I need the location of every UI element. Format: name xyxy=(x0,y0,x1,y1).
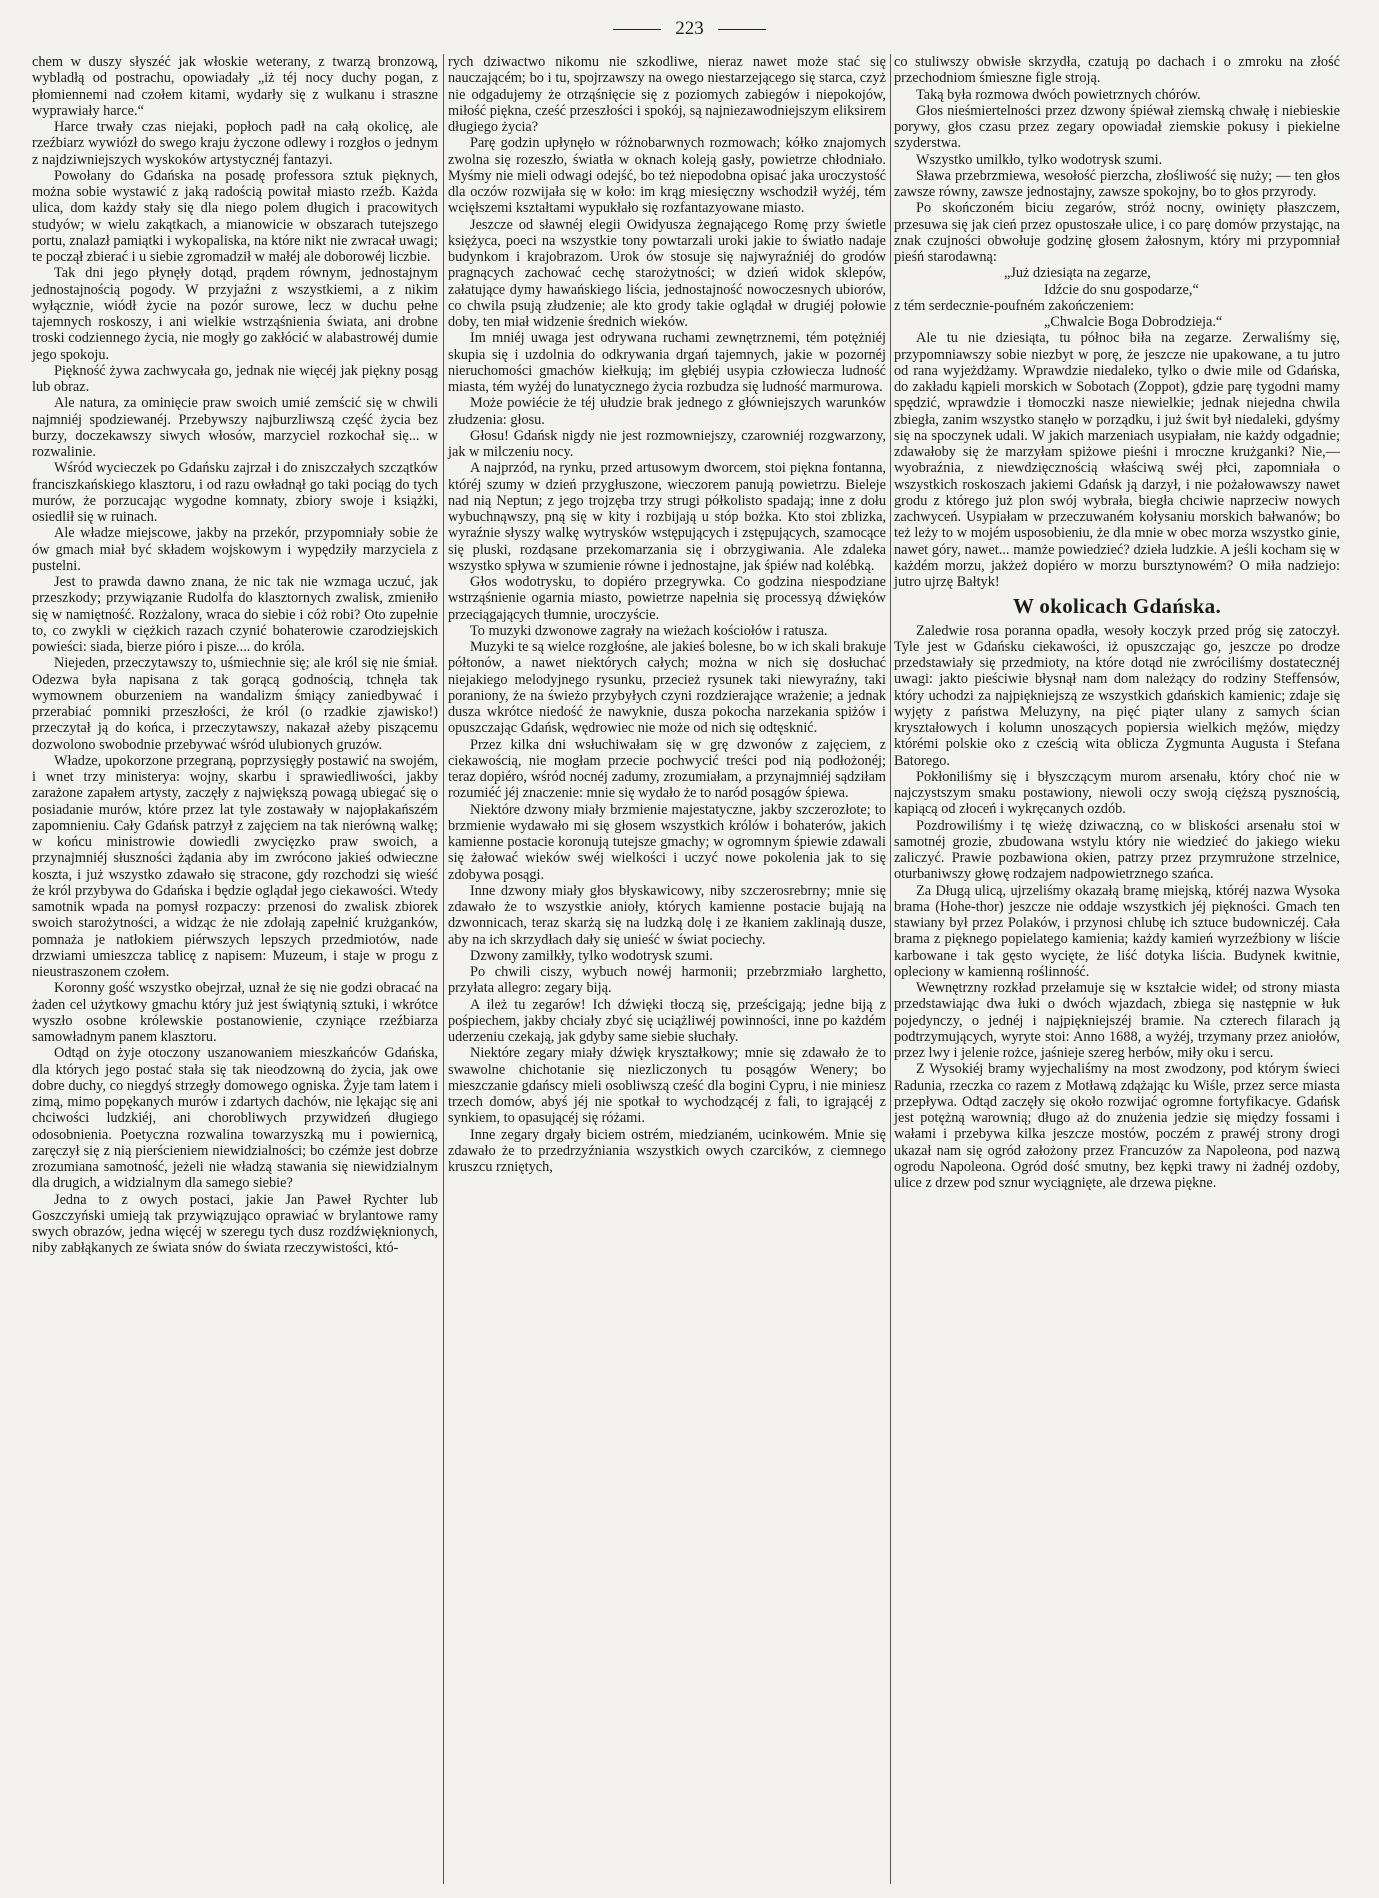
paragraph: Piękność żywa zachwycała go, jednak nie więcéj jak piękny posąg lub obraz. xyxy=(32,362,438,395)
paragraph: Może powiécie że téj ułudzie brak jednego z główniejszych warunków złudzenia: głosu. xyxy=(448,395,886,428)
column-2 xyxy=(448,54,886,1175)
dash-divider xyxy=(613,29,661,30)
paragraph: Pokłoniliśmy się i błyszczącym murom arsenału, który choć nie w najczystszym smaku postawiony, niewoli oczy swoją cięższą pysznością, kapiącą od złoceń i wykręcanych ozdób. xyxy=(894,768,1340,818)
paragraph: Im mniéj uwaga jest odrywana ruchami zewnętrznemi, tém potężniéj skupia się i uzdolnia do odkrywania drgań tajemnych, jakie w pozornéj nieruchomości gmachów kiełkują; im głębiéj usypia człowiecza ludność miasta, tém wyżéj do lunatycznego życia rozbudza się ludność marmurowa. xyxy=(448,330,886,395)
verse-line: Idźcie do snu gospodarze,“ xyxy=(1044,281,1199,298)
paragraph: Sława przebrzmiewa, wesołość pierzcha, złośliwość się nuży; — ten głos zawsze równy, zawsze jednostajny, zawsze spokojny, bo to głos przyrody. xyxy=(894,167,1340,200)
paragraph: Koronny gość wszystko obejrzał, uznał że się nie godzi obracać na żaden cel użytkowy gmachu który już jest świątynią sztuki, i wkrótce wyszło osobne królewskie postanowienie, czyniące rzeźbiarza samowładnym panem klasztoru. xyxy=(32,980,438,1045)
page-number xyxy=(0,18,1379,40)
paragraph: Powołany do Gdańska na posadę professora sztuk pięknych, można sobie wystawić z jaką radością powitał miasto rzeźb. Każda ulica, dom każdy stały się dla niego polem długich i pracowitych studyów; w wielu zakątkach, a mianowicie w obszarach tutejszego portu, znalazł pamiątki i wykopaliska, na które nikt nie zwracał uwagi; te począł zbierać i u siebie zgromadził w małéj ale doborowéj liczbie. xyxy=(32,167,438,265)
section-heading: W okolicach Gdańska. xyxy=(1012,594,1222,619)
paragraph: Jest to prawda dawno znana, że nic tak nie wzmaga uczuć, jak przeszkody; przywiązanie Rudolfa do klasztornych zwalisk, zmieniło się w namiętność. Rozżalony, wraca do siebie i cóż robi? Oto zupełnie to, co zwykli w ciężkich razach czynić bohaterowie czarodziejskich powieści: siada, bierze pióro i pisze.... do króla. xyxy=(32,574,438,655)
paragraph: Odtąd on żyje otoczony uszanowaniem mieszkańców Gdańska, dla których jego postać stała się tak nieodzowną do życia, jak owe dobre duchy, co niegdyś strzegły domowego ogniska. Żyje tam latem i zimą, mimo popękanych murów i zdartych dachów, nie lękając się ani chciwości ludzkiéj, ani chorobliwych przywidzeń długiego odosobnienia. Poetyczna rozwalina towarzyszką mu i powiernicą, zaręczył się z nią pierścieniem niewidzialności; bo czémże jest dobrze zrozumiana samotność, jeżeli nie władzą stawania się niewidzialnym dla drugich, a widzialnym dla samego siebie? xyxy=(32,1045,438,1192)
paragraph: Ale natura, za ominięcie praw swoich umié zemścić się w chwili najmniéj spodziewanéj. Przebywszy najburzliwszą część życia bez burzy, doczekawszy siwych włosów, marzyciel rozkochał się... w rozwalinie. xyxy=(32,395,438,460)
paragraph: Głos wodotrysku, to dopiéro przegrywka. Co godzina niespodziane wstrząśnienie ogarnia miasto, powietrze napełnia się processyą dźwięków przeciągających tłumnie, uroczyście. xyxy=(448,574,886,623)
paragraph: rych dziwactwo nikomu nie szkodliwe, nieraz nawet może stać się nauczającém; bo i tu, spojrzawszy na owego niestarzejącego się starca, czyż nie odgadujemy że otrząśnięcie się z poziomych zabiegów i niepokojów, miłość piękna, cześć przeszłości i spokój, są najniezawodniejszym eliksirem długiego życia? xyxy=(448,54,886,135)
column-divider xyxy=(443,54,444,1884)
paragraph: Władze, upokorzone przegraną, poprzysięgły postawić na swojém, i wnet trzy ministerya: wojny, skarbu i sprawiedliwości, jakby zarażone zapałem artysty, zaczęły z największą powagą ubiegać się o posiadanie murów, które przez lat tyle zostawały w najopłakańszém zapomnieniu. Cały Gdańsk patrzył z zajęciem na tak nierówną walkę; w końcu ministrowie dowiedli zwycięzko praw swoich, a przynajmniéj słuszności żądania aby im zwrócono jakieś odwieczne koszta, i już wszystko zdawało się stracone, gdy rozchodzi się wieść że król przybywa do Gdańska i będzie oglądał jego ciekawości. Wtedy samotnik wpada na pomysł rozpaczy: przenosi do zwalisk zbiorek swoich starożytności, a widząc że nie zdołają zapełnić krużganków, pomnaża je natłokiem piérwszych lepszych przedmiotów, nade drzwiami umieszcza tablicę z napisem: Muzeum, i staje w progu z nieustraszonem czołem. xyxy=(32,752,438,980)
paragraph: Zaledwie rosa poranna opadła, wesoły koczyk przed próg się zatoczył. Tyle jest w Gdańsku ciekawości, iż opuszczając go, jeszcze po drodze przedstawiały się przedmioty, na które dotąd nie zwróciliśmy dostatecznéj uwagi: jakto pieściwie błysnął nam dom należący do rodziny Steffensów, który uchodzi za najpiękniejszą ze wszystkich gdańskich kamienic; zdaje się wyjęty z państwa Meluzyny, na pięć piąter ulany z samych ścian kryształowych i kolumn unoszących popiersia wielkich mężów, między którémi polskie oko z cześcią wita oblicza Zygmunta Augusta i Stefana Batorego. xyxy=(894,622,1340,769)
column-divider xyxy=(890,54,891,1884)
paragraph: Inne zegary drgały biciem ostrém, miedzianém, ucinkowém. Mnie się zdawało że to przedrzyźniania wszystkich owych czarcików, z ciemnego kruszcu rzniętych, xyxy=(448,1126,886,1175)
column-3 xyxy=(894,54,1340,1191)
dash-divider xyxy=(718,29,766,30)
paragraph: Niejeden, przeczytawszy to, uśmiechnie się; ale król się nie śmiał. Odezwa była napisana z tak gorącą godnością, tchnęła tak wymownem oburzeniem na wandalizm śmiący zaniedbywać i przerabiać pomniki przeszłości, że król (o rzadkie zjawisko!) przeczytał ją do końca, i przeczytawszy, nakazał ażeby piszącemu dozwolono swobodnie przebywać wśród ulubionych gruzów. xyxy=(32,655,438,753)
paragraph: Ale władze miejscowe, jakby na przekór, przypomniały sobie że ów gmach miał być składem wojskowym i wypędziły marzyciela z pustelni. xyxy=(32,525,438,574)
paragraph: Pozdrowiliśmy i tę wieżę dziwaczną, co w bliskości arsenału stoi w samotnéj grozie, zbudowana wstylu który nie wiedzieć do jakiego wieku zaliczyć. Prawie pozbawiona okien, patrzy przez przymrużone strzelnice, oturbaniwszy głowę rodzajem nadpowietrznego szańca. xyxy=(894,817,1340,883)
paragraph: Harce trwały czas niejaki, popłoch padł na całą okolicę, ale rzeźbiarz wywiózł do swego kraju życzone odlewy i rozgłos o jednym z najdziwniejszych wyskoków artystycznéj fantazyi. xyxy=(32,119,438,168)
paragraph: Inne dzwony miały głos błyskawicowy, niby szczerosrebrny; mnie się zdawało że to wszystkie anioły, których kamienne postacie bujają na dzwonnicach, teraz skarżą się na ludzką dolę i ze łkaniem zaklinają dusze, aby na ich skrzydłach dały się unieść w świat pociechy. xyxy=(448,882,886,948)
paragraph: A ileż tu zegarów! Ich dźwięki tłoczą się, prześcigają; jedne biją z pośpiechem, jakby chciały zbyć się uciążliwéj powinności, inne po każdém uderzeniu czekają, jak gdyby same siebie słuchały. xyxy=(448,996,886,1045)
paragraph: z tém serdecznie-poufném zakończeniem: xyxy=(894,297,1135,314)
paragraph: Niektóre zegary miały dźwięk kryształkowy; mnie się zdawało że to swawolne chichotanie się niezliczonych tu posągów Wenery; bo mieszczanie gdańscy mieli osobliwszą cześć dla bogini Cypru, i nie miniesz trzech domów, abyś jéj nie spotkał to wychodzącéj z fali, to igrającéj z synkiem, to opasującéj się różami. xyxy=(448,1045,886,1127)
paragraph: A najprzód, na rynku, przed artusowym dworcem, stoi piękna fontanna, któréj szumy w dzień przygłuszone, wieczorem panują powietrzu. Bieleje nad nią Neptun; z jego trojzęba trzy strugi półkolisto spadają; inne z dołu wybuchnąwszy, pną się w kity i rozbijają u stóp bożka. Kto stoi zblizka, wyraźnie słyszy walkę wytrysków wstępujących i zstępujących, szamocące się pluski, rozdąsane przekomarzania się i obrzygiwania. Ale zdaleka wszystko spływa w szumienie równe i jednostajne, jak śpiéw nad kolébką. xyxy=(448,460,886,574)
page-number-text: 223 xyxy=(675,18,704,39)
paragraph: Wewnętrzny rozkład przełamuje się w kształcie wideł; od strony miasta przedstawiając dwa łuki o dwóch wjazdach, zbiega się następnie w łuk pojedynczy, o jednéj i najpiękniejszéj bramie. Na czterech filarach ją podtrzymujących, wyryte stoi: Anno 1688, a wyżéj, trzymany przez aniołów, przez lwy i jelenie rożce, jaśnieje szereg herbów, miły oku i sercu. xyxy=(894,980,1340,1061)
paragraph: Tak dni jego płynęły dotąd, prądem równym, jednostajnym jednostajnością pogody. W przyjaźni z wszystkiemi, a z nikim wyłącznie, wiódł życie na pozór surowe, lecz w duchu pełne tajemnych roskoszy, i ani wielkie wstrząśnienia świata, ani drobne troski codziennego życia, nie mogły go zakłócić w alabastrowéj dumie jego spokoju. xyxy=(32,265,438,363)
paragraph: Przez kilka dni wsłuchiwałam się w grę dzwonów z zajęciem, z ciekawością, nie mogłam przecie pochwycić treści pod nią podłożonéj; teraz dopiéro, wśród nocnéj zadumy, zrozumiałam, a przynajmniéj sądziłam rozumiéć jéj znaczenie: mnie się wydało że to naród posągów śpiewa. xyxy=(448,736,886,802)
paragraph: chem w duszy słyszéć jak włoskie weterany, z twarzą bronzową, wybladłą od postrachu, opowiadały „iż téj nocy duchy pogan, z płomiennemi nad czołem kitami, wydarły się z wulkanu i straszne wyprawiały harce.“ xyxy=(32,54,438,119)
paragraph: co stuliwszy obwisłe skrzydła, czatują po dachach i o zmroku na złość przechodniom śmieszne figle stroją. xyxy=(894,54,1340,87)
paragraph: Wśród wycieczek po Gdańsku zajrzał i do zniszczałych szczątków franciszkańskiego klasztoru, i od razu owładnął go taki pociąg do tych murów, że porzucając wygodne komnaty, zbiory swoje i książki, osiedlił się w ruinach. xyxy=(32,460,438,525)
paragraph: To muzyki dzwonowe zagrały na wieżach kościołów i ratusza. xyxy=(470,622,828,639)
paragraph: Za Długą ulicą, ujrzeliśmy okazałą bramę miejską, któréj nazwa Wysoka brama (Hohe-thor) jeszcze nie oddaje wszystkich jéj piękności. Gmach ten stawiany był przez Polaków, i przynosi chlubę ich sztuce budowniczéj. Cała brama z pięknego popielatego kamienia; każdy kamień wyrzeźbiony w liście karbowane i tak gęsto wycięte, że liść dotyka liścia. Budynek kwitnie, opleciony w kamienną roślinność. xyxy=(894,882,1340,980)
column-1 xyxy=(32,54,438,1257)
paragraph: Jedna to z owych postaci, jakie Jan Paweł Rychter lub Goszczyński umieją tak przywiązująco oprawiać w brylantowe ramy swych obrazów, jedna więcéj w szeregu tych dusz rozdźwięknionych, niby zabłąkanych ze świata snów do świata rzeczywistości, któ- xyxy=(32,1191,438,1257)
paragraph: Muzyki te są wielce rozgłośne, ale jakieś bolesne, bo w ich skali brakuje półtonów, a nawet niektórych całych; można w nich się dosłuchać niejakiego melodyjnego rysunku, przecież rysunek taki niewyraźny, taki poraniony, że na świeżo przybyłych czyni rozdzierające wrażenie; a jednak dusza wkrótce niedość że nawyknie, dusza pokocha narzekania spiżów i opuszczając Gdańsk, wędrowiec nie może od nich się odtęsknić. xyxy=(448,639,886,737)
paragraph: Taką była rozmowa dwóch powietrznych chórów. xyxy=(916,86,1201,103)
paragraph: Głosu! Gdańsk nigdy nie jest rozmowniejszy, czarowniéj rozgwarzony, jak w milczeniu nocy. xyxy=(448,427,886,460)
paragraph: Jeszcze od sławnéj elegii Owidyusza żegnającego Romę przy świetle księżyca, poeci na wszystkie tony powtarzali uroki jakie to światło nadaje budynkom i krajobrazom. Urok ów stosuje się najwyraźniéj do grodów pragnących zachować cechę starożytności; w dzień widok sklepów, załatujące dymy hawańskiego liścia, jednostajność nowoczesnych ubiorów, co chwila psują złudzenie; ale kto grody takie oglądał w drugiéj połowie doby, ten miał widzenie średnich wieków. xyxy=(448,216,886,330)
paragraph: Dzwony zamilkły, tylko wodotrysk szumi. xyxy=(470,947,713,964)
paragraph: Po chwili ciszy, wybuch nowéj harmonii; przebrzmiało larghetto, przyłata allegro: zegary biją. xyxy=(448,964,886,997)
paragraph: Głos nieśmiertelności przez dzwony śpiéwał ziemską chwałę i niebieskie porywy, głos czasu przez zegary opowiadał ziemskie pokusy i piekielne szyderstwa. xyxy=(894,102,1340,152)
verse-line: „Już dziesiąta na zegarze, xyxy=(1004,265,1151,282)
verse-line: „Chwalcie Boga Dobrodzieja.“ xyxy=(1044,314,1223,330)
paragraph: Parę godzin upłynęło w różnobarwnych rozmowach; kółko znajomych zwolna się rozeszło, światła w oknach koleją gasły, powietrze chłodniało. Myśmy nie mieli odwagi odejść, bo też niepodobna opisać jaka uroczystość dla oczów rozwijała się w koło: im krąg miesięczny wschodził wyżéj, tém wcięłszemi kształtami wypukłało się rozfantazyowane miasto. xyxy=(448,135,886,217)
paragraph: Po skończoném biciu zegarów, stróż nocny, owinięty płaszczem, przesuwa się jak cień przez opustoszałe ulice, i co parę domów przystając, na znak czujności obwołuje godzinę głosem żałosnym, który mi przypomniał pieśń starodawną: xyxy=(894,200,1340,265)
paragraph: Wszystko umilkło, tylko wodotrysk szumi. xyxy=(916,151,1163,168)
paragraph: Z Wysokiéj bramy wyjechaliśmy na most zwodzony, pod którym świeci Radunia, rzeczka co razem z Motławą zdążając ku Wiśle, przez serce miasta przepływa. Odtąd zaczęły się około rozwijać ogromne fortyfikacye. Gdańsk jest potężną warownią; długo aż do znużenia jedzie się między fossami i wałami i przebywa kilka jeszcze mostów, poczém z prawéj strony drogi ukazał nam się ogród założony przez Francuzów za Napoleona, pod nazwą ogrodu Napoleona. Ogród dość smutny, bez kępki trawy ni żadnéj ozdoby, ulice z drzew pod sznur wyciągnięte, ale drzewa piękne. xyxy=(894,1061,1340,1191)
paragraph: Ale tu nie dziesiąta, tu północ biła na zegarze. Zerwaliśmy się, przypomniawszy sobie niezbyt w porę, że jeszcze nie upakowane, a tu jutro od rana wyjeżdżamy. Wprawdzie niedaleko, tylko o dwie mile od Gdańska, do zakładu kąpieli morskich w Sobotach (Zoppot), gdzie parę tygodni mamy spędzić, wprawdzie i tłomoczki nasze niewielkie; jednak niejedna chwila zbiegła, zanim wszystko stanęło w porządku, i już świt był niedaleki, gdyśmy się na spoczynek udali. W jakich marzeniach usypiałam, nie każdy odgadnie; zdawałoby się że marzyłam spiżowe pieśni i mroczne krużganki? Nie,—wyobraźnia, z niewdzięcznością właściwą swéj płci, zapomniała o wszystkich roskoszach jakiemi Gdańsk ją darzył, i nie pożałowawszy nawet grodu z którego już plon swój wybrała, biegła chciwie naprzeciw nowych zachwyceń. Usypiałam w przeczuwaném kołysaniu morskich bałwanów; bo też leży to w mojém usposobieniu, że dla mnie w obec morza wszystko ginie, nawet góry, nawet... mamże powiedzieć? dzieła ludzkie. A jeśli kocham się w każdém morzu, jakżeż dopiéro w morzu bursztynowém? O miła nadziejo: jutro ujrzę Bałtyk! xyxy=(894,330,1340,590)
paragraph: Niektóre dzwony miały brzmienie majestatyczne, jakby szczerozłote; to brzmienie wydawało mi się głosem wszystkich królów i bohaterów, jakich kamienne postacie koronują tutejsze gmachy; w ogromnym śpiewie zdawali się żałować wieków swéj wielkości i uczyć nowe pokolenia jak to się zdobywa posągi. xyxy=(448,801,886,883)
